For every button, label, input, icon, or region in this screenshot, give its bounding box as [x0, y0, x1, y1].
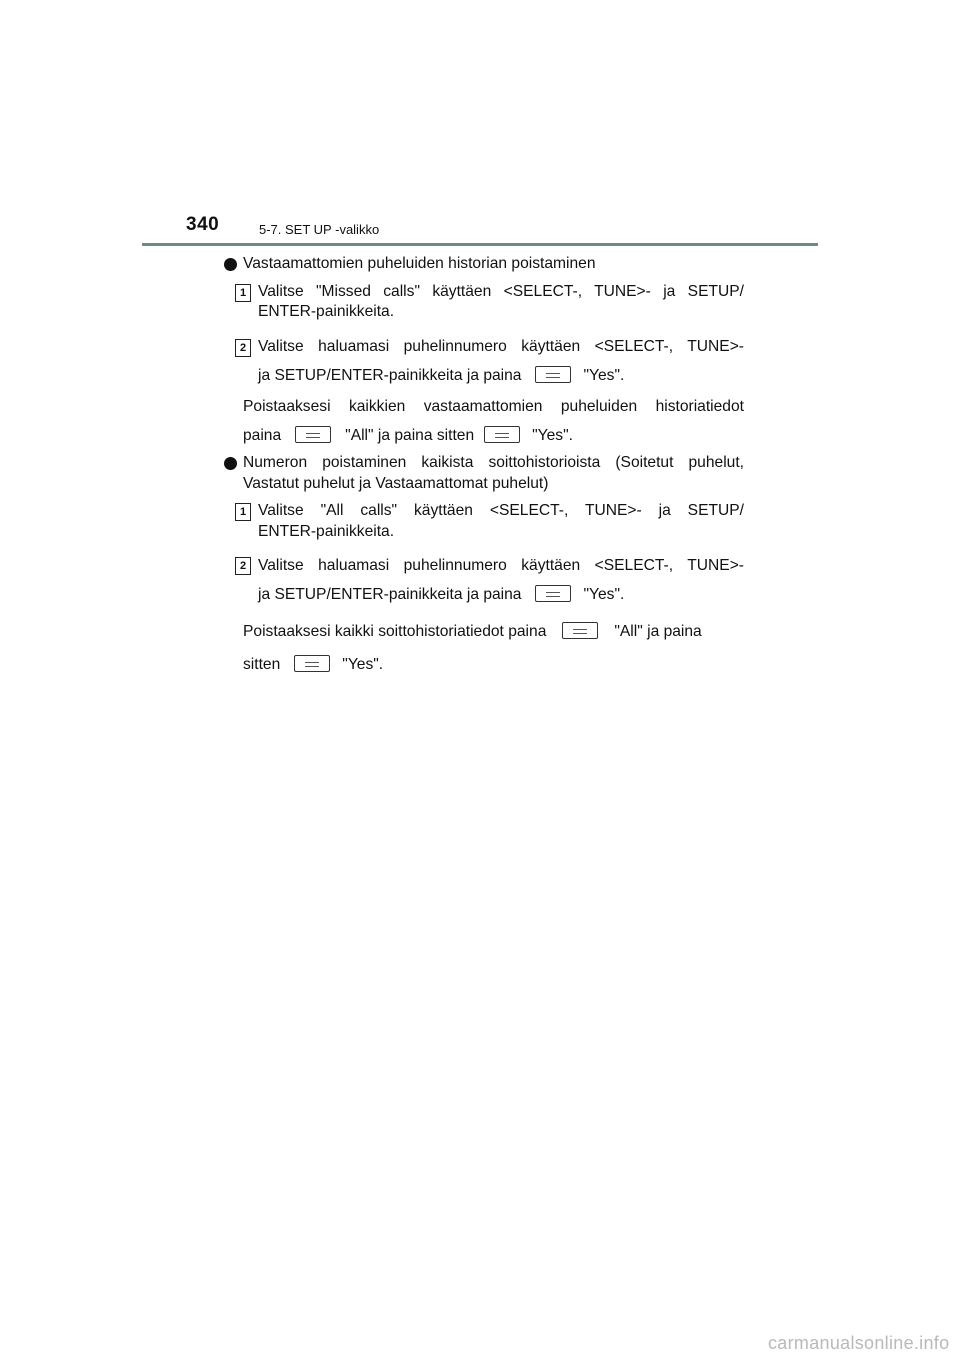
bullet-1-step-2-text-b: "Yes".: [583, 367, 625, 384]
bullet-2-step-2-line-2: [258, 585, 624, 605]
bullet-2-note-line-1: [243, 622, 702, 642]
step-number-box: 1: [235, 503, 251, 521]
bullet-1-step-1-line-1: Valitse "Missed calls" käyttäen <SELECT-, TUNE>- ja SETUP/: [258, 283, 744, 300]
bullet-2-step-2-line-1: Valitse haluamasi puhelinnumero käyttäen <SELECT-, TUNE>-: [258, 557, 744, 574]
rocker-button-icon: [562, 622, 598, 639]
bullet-2-title-line-1: Numeron poistaminen kaikista soittohistorioista (Soitetut puhelut,: [243, 454, 744, 471]
bullet-2-note-text-d: "Yes".: [342, 656, 384, 673]
page-number: 340: [186, 214, 220, 235]
rocker-button-icon: [295, 426, 331, 443]
rocker-button-icon: [484, 426, 520, 443]
bullet-2-step-2-text-a: ja SETUP/ENTER-painikkeita ja paina: [258, 586, 522, 603]
rocker-button-icon: [535, 585, 571, 602]
bullet-1-note-line-2: [243, 426, 573, 446]
bullet-dot-icon: [224, 457, 237, 470]
bullet-1-note-text-c: "Yes".: [532, 427, 573, 444]
bullet-2-title-line-2: Vastatut puhelut ja Vastaamattomat puhelut): [243, 475, 549, 492]
page-header: [0, 0, 960, 250]
bullet-2-note-text-c: sitten: [243, 656, 281, 673]
bullet-2-step-1-line-1: Valitse "All calls" käyttäen <SELECT-, TUNE>- ja SETUP/: [258, 502, 744, 519]
bullet-1-note-line-1: Poistaaksesi kaikkien vastaamattomien puheluiden historiatiedot: [243, 398, 744, 415]
bullet-2-step-2-text-b: "Yes".: [583, 586, 625, 603]
section-title: 5-7. SET UP -valikko: [259, 222, 380, 237]
bullet-2-step-1-line-2: ENTER-painikkeita.: [258, 523, 395, 540]
bullet-1-note-text-a: paina: [243, 427, 282, 444]
step-number-box: 1: [235, 284, 251, 302]
bullet-dot-icon: [224, 258, 237, 271]
bullet-1-step-2-text-a: ja SETUP/ENTER-painikkeita ja paina: [258, 367, 522, 384]
rocker-button-icon: [535, 366, 571, 383]
header-divider: [142, 243, 818, 246]
bullet-1-title: Vastaamattomien puheluiden historian poistaminen: [243, 255, 596, 272]
bullet-1-step-2-line-2: [258, 366, 624, 386]
step-number-box: 2: [235, 339, 251, 357]
step-number-box: 2: [235, 557, 251, 575]
bullet-1-step-2-line-1: Valitse haluamasi puhelinnumero käyttäen <SELECT-, TUNE>-: [258, 338, 744, 355]
watermark: carmanualsonline.info: [768, 1333, 950, 1353]
bullet-2-note-line-2: [243, 655, 383, 675]
bullet-2-note-text-a: Poistaaksesi kaikki soittohistoriatiedot paina: [243, 623, 547, 640]
bullet-2-note-text-b: "All" ja paina: [614, 623, 702, 640]
bullet-1-step-1-line-2: ENTER-painikkeita.: [258, 303, 395, 320]
bullet-1-note-text-b: "All" ja paina sitten: [345, 427, 475, 444]
rocker-button-icon: [294, 655, 330, 672]
